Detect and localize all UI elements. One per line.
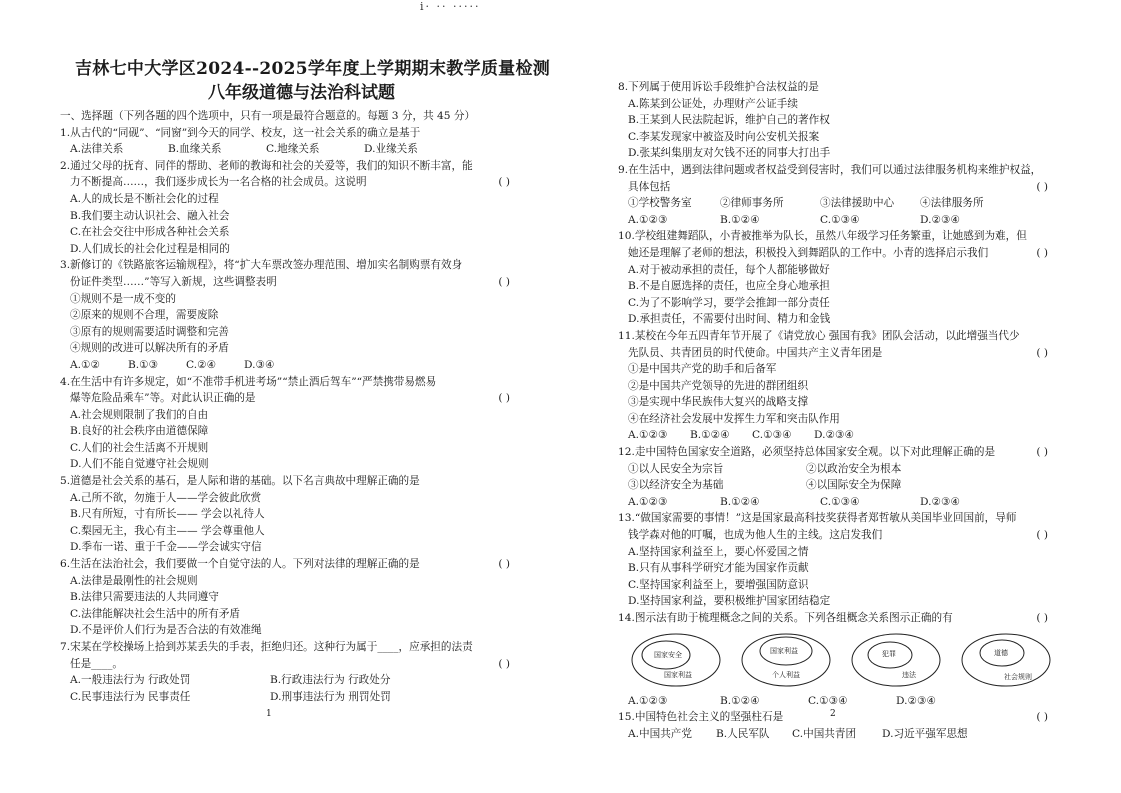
- question-stem: 8.下列属于使用诉讼手段维护合法权益的是: [618, 81, 819, 93]
- question-stem-cont: 爆等危险品乘车”等。对此认识正确的是: [70, 392, 256, 405]
- diagram-2: [738, 631, 834, 689]
- question-stem: 6.生活在法治社会，我们要做一个自觉守法的人。下列对法律的理解正确的是: [60, 558, 420, 571]
- question-stem-cont: 任是____。: [70, 657, 123, 670]
- diagram-4-outer-label: 社会规则: [1004, 672, 1032, 681]
- option-a: A.己所不欲，勿施于人——学会彼此欣赏: [70, 491, 262, 504]
- page-number: 1: [266, 709, 272, 719]
- question-stem: 3.新修订的《铁路旅客运输规程》，将“扩大车票改签办理范围、增加实名制购票有效身: [60, 259, 463, 272]
- option-c: C.①③④: [752, 429, 792, 442]
- statement-2: ②律师事务所: [720, 197, 784, 210]
- option-c: C.①③④: [808, 694, 848, 707]
- option-a: A.法律是最刚性的社会规则: [70, 574, 198, 587]
- diagram-1-inner-label: 国家安全: [654, 650, 682, 659]
- option-a: A.①②③: [628, 694, 668, 707]
- exam-page-right: [618, 0, 1068, 793]
- option-b: B.我们要主动认识社会、融入社会: [70, 209, 230, 222]
- question-stem: 10.学校组建舞蹈队，小青被推举为队长，虽然八年级学习任务繁重，让她感到为难，但: [618, 230, 1027, 243]
- option-d: D.承担责任，不需要付出时间、精力和金钱: [628, 313, 831, 326]
- option-b: B.①②④: [720, 213, 760, 226]
- question-12: [618, 444, 1068, 510]
- question-15: [618, 709, 1068, 742]
- statement-3: ③以经济安全为基础: [628, 479, 724, 492]
- option-a: A.人的成长是不断社会化的过程: [70, 192, 219, 205]
- statement-1: ①是中国共产党的助手和后备军: [628, 363, 777, 376]
- option-b: B.只有从事科学研究才能为国家作贡献: [628, 562, 809, 575]
- option-a: A.坚持国家利益至上，要心怀爱国之情: [628, 545, 809, 558]
- statement-2: ②原来的规则不合理，需要废除: [70, 309, 219, 322]
- option-d: D.不是评价人们行为是否合法的有效准绳: [70, 624, 262, 637]
- option-c: C.民事违法行为 民事责任: [70, 690, 191, 703]
- option-a: A.法律关系: [70, 143, 124, 156]
- page-number: 2: [830, 709, 836, 719]
- statement-2: ②以政治安全为根本: [806, 462, 902, 475]
- option-a: A.一般违法行为 行政处罚: [70, 674, 191, 687]
- option-a: A.①②③: [628, 495, 668, 508]
- diagram-3: [848, 631, 944, 689]
- question-8: [618, 79, 1068, 162]
- answer-paren: ( ): [498, 392, 510, 405]
- option-a: A.对于被动承担的责任，每个人都能够做好: [628, 263, 830, 276]
- option-d: D.②③④: [814, 429, 854, 442]
- question-stem: 13.“做国家需要的事情！”这是国家最高科技奖获得者郑哲敏从美国毕业回国前，导师: [618, 512, 1017, 525]
- option-d: D.②③④: [920, 495, 960, 508]
- option-a: A.①②③: [628, 429, 668, 442]
- option-b: B.人民军队: [716, 727, 770, 740]
- option-d: D.坚持国家利益，要积极维护国家团结稳定: [628, 595, 831, 608]
- option-b: B.①②④: [720, 694, 760, 707]
- option-c: C.坚持国家利益至上，要增强国防意识: [628, 578, 809, 591]
- option-d: D.业缘关系: [364, 143, 418, 156]
- question-stem: 9.在生活中，遇到法律问题或者权益受到侵害时，我们可以通过法律服务机构来维护权益，: [618, 163, 1042, 176]
- option-b: B.法律只需要违法的人共同遵守: [70, 591, 219, 604]
- question-6: [60, 556, 530, 639]
- option-c: C.①③④: [820, 213, 860, 226]
- option-d: D.刑事违法行为 刑罚处罚: [270, 690, 391, 703]
- answer-paren: ( ): [498, 275, 510, 288]
- option-c: C.李某发现家中被盗及时向公安机关报案: [628, 130, 820, 143]
- statement-1: ①以人民安全为宗旨: [628, 462, 724, 475]
- option-c: C.人们的社会生活离不开规则: [70, 441, 209, 454]
- diagram-1: [628, 631, 724, 689]
- option-a: A.①②③: [628, 213, 668, 226]
- option-c: C.梨园无主，我心有主—— 学会尊重他人: [70, 524, 265, 537]
- section-heading: 一、选择题（下列各题的四个选项中，只有一项是最符合题意的。每题 3 分，共 45 分）: [60, 110, 476, 122]
- statement-3: ③原有的规则需要适时调整和完善: [70, 325, 229, 338]
- question-11: [618, 328, 1068, 444]
- question-stem-cont: 份证件类型……”等写入新规，这些调整表明: [70, 275, 277, 288]
- question-stem: 2.通过父母的抚育、同伴的帮助、老师的教诲和社会的关爱等，我们的知识不断丰富，能: [60, 159, 473, 172]
- question-1: [60, 125, 530, 158]
- exam-subtitle: 八年级道德与法治科试题: [208, 83, 395, 103]
- statement-3: ③是实现中华民族伟大复兴的战略支撑: [628, 396, 809, 409]
- option-a: A.社会规则限制了我们的自由: [70, 408, 209, 421]
- statement-1: ①学校警务室: [628, 197, 692, 210]
- option-a: A.陈某到公证处，办理财产公证手续: [628, 97, 798, 110]
- question-5: [60, 473, 530, 556]
- question-14: [618, 610, 1068, 709]
- option-b: B.良好的社会秩序由道德保障: [70, 425, 209, 438]
- option-b: B.①②④: [720, 495, 760, 508]
- statement-1: ①规则不是一成不变的: [70, 292, 176, 305]
- diagram-3-inner-label: 犯罪: [882, 649, 896, 658]
- option-c: C.为了不影响学习，要学会推卸一部分责任: [628, 296, 830, 309]
- answer-paren: ( ): [498, 558, 510, 571]
- question-stem-cont: 钱学森对他的叮嘱，也成为他人生的主线。这启发我们: [628, 529, 883, 542]
- question-stem: 14.图示法有助于梳理概念之间的关系。下列各组概念关系图示正确的有: [618, 612, 953, 624]
- answer-paren: ( ): [1036, 246, 1048, 259]
- statement-4: ④在经济社会发展中发挥生力军和突击队作用: [628, 412, 840, 425]
- answer-paren: ( ): [1036, 529, 1048, 542]
- option-b: B.尺有所短，寸有所长—— 学会以礼待人: [70, 508, 265, 521]
- statement-4: ④以国际安全为保障: [806, 479, 902, 492]
- diagram-2-inner-label: 国家利益: [770, 646, 798, 655]
- question-stem: 5.道德是社会关系的基石，是人际和谐的基础。以下名言典故中理解正确的是: [60, 475, 420, 488]
- question-4: [60, 374, 530, 474]
- option-b: B.行政违法行为 行政处分: [270, 674, 391, 687]
- question-stem-cont: 具体包括: [628, 180, 671, 193]
- option-d: D.季布一诺、重于千金——学会诚实守信: [70, 541, 262, 554]
- option-d: D.习近平强军思想: [882, 727, 968, 740]
- question-stem-cont: 先队员、共青团员的时代使命。中国共产主义青年团是: [628, 346, 883, 359]
- question-10: [618, 228, 1068, 328]
- diagram-4-inner-label: 道德: [994, 648, 1008, 657]
- exam-title: 吉林七中大学区2024--2025学年度上学期期末教学质量检测: [75, 59, 551, 79]
- option-c: C.中国共青团: [792, 727, 857, 740]
- question-stem-cont: 力不断提高……，我们逐步成长为一名合格的社会成员。这说明: [70, 176, 367, 189]
- option-a: A.中国共产党: [628, 727, 692, 740]
- question-stem: 11.某校在今年五四青年节开展了《请党放心 强国有我》团队会活动，以此增强当代少: [618, 329, 1020, 342]
- statement-4: ④法律服务所: [920, 197, 984, 210]
- header-scribble: i· ·· ·····: [420, 0, 481, 13]
- exam-page-left: [60, 0, 551, 793]
- option-d: D.人们成长的社会化过程是相同的: [70, 242, 230, 255]
- statement-2: ②是中国共产党领导的先进的群团组织: [628, 379, 809, 392]
- option-c: C.在社会交往中形成各种社会关系: [70, 226, 230, 239]
- answer-paren: ( ): [1036, 612, 1048, 624]
- question-13: [618, 510, 1068, 610]
- question-stem-cont: 她还是理解了老师的想法，积极投入到舞蹈队的工作中。小青的选择启示我们: [628, 246, 989, 259]
- answer-paren: ( ): [498, 657, 510, 670]
- option-b: B.不是自愿选择的责任，也应全身心地承担: [628, 280, 830, 293]
- statement-4: ④规则的改进可以解决所有的矛盾: [70, 342, 229, 355]
- option-a: A.①②: [70, 358, 101, 371]
- option-d: D.②③④: [896, 694, 936, 707]
- question-stem: 4.在生活中有许多规定，如“不准带手机进考场”“禁止酒后驾车”“严禁携带易燃易: [60, 375, 437, 388]
- diagram-2-outer-label: 个人利益: [772, 670, 800, 679]
- question-9: [618, 162, 1068, 228]
- answer-paren: ( ): [1036, 446, 1048, 459]
- concept-diagrams: [618, 631, 1068, 691]
- answer-paren: ( ): [1036, 711, 1048, 724]
- question-stem: 15.中国特色社会主义的坚强柱石是: [618, 711, 784, 724]
- right-column-content: [618, 79, 1068, 742]
- option-c: C.地缘关系: [266, 143, 320, 156]
- answer-paren: ( ): [1036, 180, 1048, 193]
- option-b: B.血缘关系: [168, 143, 222, 156]
- option-b: B.王某到人民法院起诉，维护自己的著作权: [628, 114, 830, 127]
- left-column-content: [60, 108, 530, 705]
- answer-paren: ( ): [498, 176, 510, 189]
- option-d: D.张某纠集朋友对欠钱不还的同事大打出手: [628, 147, 831, 160]
- option-b: B.①②④: [690, 429, 730, 442]
- diagram-1-outer-label: 国家利益: [664, 670, 692, 679]
- question-2: [60, 158, 530, 258]
- question-3: [60, 257, 530, 373]
- question-stem: 7.宋某在学校操场上拾到苏某丢失的手表，拒绝归还。这种行为属于____，应承担的法责: [60, 641, 473, 653]
- option-d: D.③④: [244, 358, 275, 371]
- diagram-3-outer-label: 违法: [902, 670, 916, 679]
- option-c: C.①③④: [820, 495, 860, 508]
- statement-3: ③法律援助中心: [820, 197, 895, 210]
- option-c: C.法律能解决社会生活中的所有矛盾: [70, 607, 241, 620]
- question-stem: 12.走中国特色国家安全道路，必须坚持总体国家安全观。以下对此理解正确的是: [618, 446, 996, 459]
- question-7: [60, 639, 530, 705]
- diagram-4: [958, 631, 1054, 689]
- option-c: C.②④: [186, 358, 217, 371]
- option-b: B.①③: [128, 358, 159, 371]
- question-stem: 1.从古代的“同砚”、“同窗”到今天的同学、校友，这一社会关系的确立是基于: [60, 126, 421, 139]
- answer-paren: ( ): [1036, 346, 1048, 359]
- option-d: D.人们不能自觉遵守社会规则: [70, 458, 209, 471]
- option-d: D.②③④: [920, 213, 960, 226]
